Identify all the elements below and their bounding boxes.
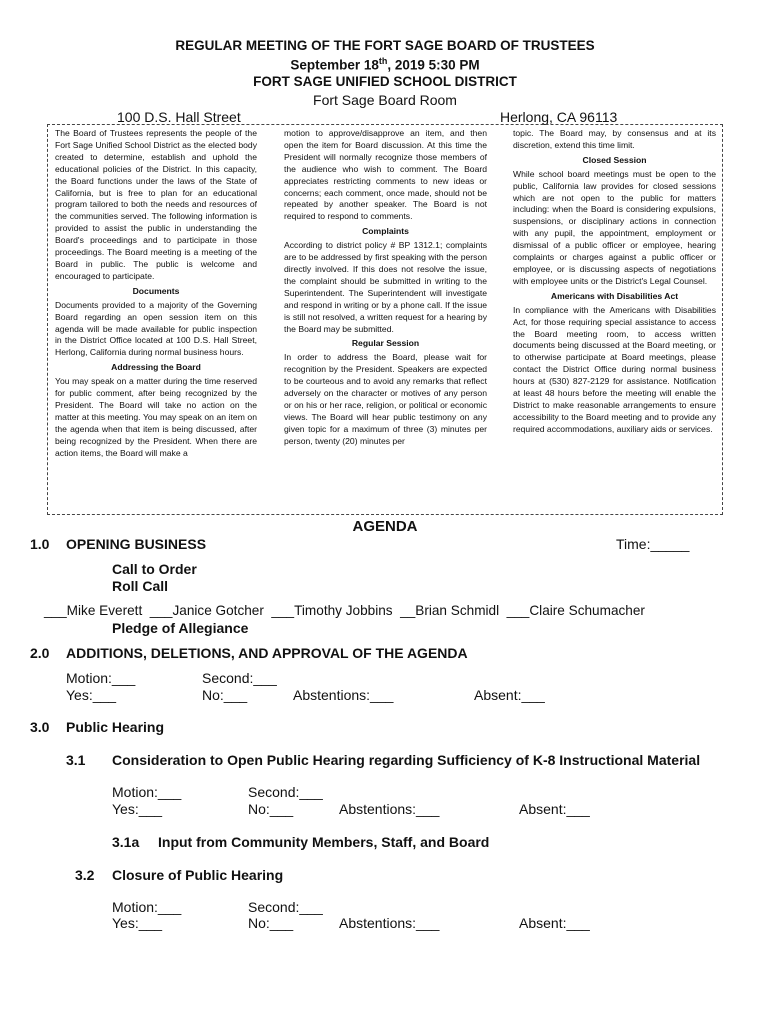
regular-session-text: In order to address the Board, please wait for recognition by the President. Speakers are expected to be courteous and to avoid any remarks that reflect adversely on the character or motives of any person or on his or her race, religion, or political or economic views. The Board will hear public testimony on any given topic for a maximum of three (3) minutes per person, twenty (20) minutes per	[284, 352, 487, 446]
item-3-2-second: Second:___	[248, 899, 323, 915]
item-3-1-number: 3.1	[66, 752, 86, 768]
item-1-title: OPENING BUSINESS	[66, 536, 207, 552]
item-3-number: 3.0	[30, 719, 50, 735]
item-2-number: 2.0	[30, 645, 50, 661]
item-3-2-no: No:___	[248, 915, 294, 931]
address-city: Herlong, CA 96113	[500, 109, 618, 125]
district-name: FORT SAGE UNIFIED SCHOOL DISTRICT	[253, 74, 517, 89]
complaints-text: According to district policy # BP 1312.1; complaints are to be addressed by first speaking with the person directly involved. If this does not resolve the issue, the complaint should be submitted in writing to the Superintendent. The Superintendent will investigate and respond in writing or by a phone call. If the issue is still not resolved, a written request for a hearing by the Board may be submitted.	[284, 240, 487, 334]
item-2-abstentions: Abstentions:___	[293, 687, 394, 703]
agenda-title: AGENDA	[352, 518, 418, 535]
addressing-heading: Addressing the Board	[111, 362, 201, 373]
regular-session-continued: topic. The Board may, by consensus and at its discretion, extend this time limit.	[513, 128, 716, 150]
item-3-1-abstentions: Abstentions:___	[339, 801, 440, 817]
item-2-yes: Yes:___	[66, 687, 117, 703]
item-3-1-no: No:___	[248, 801, 294, 817]
item-1-number: 1.0	[30, 536, 50, 552]
info-column-2	[284, 128, 487, 512]
address-street: 100 D.S. Hall Street	[117, 109, 241, 125]
item-2-motion: Motion:___	[66, 670, 136, 686]
item-2-absent: Absent:___	[474, 687, 545, 703]
item-3-title: Public Hearing	[66, 719, 165, 735]
item-3-1-title: Consideration to Open Public Hearing regarding Sufficiency of K-8 Instructional Material	[112, 752, 701, 768]
item-3-1a-number: 3.1a	[112, 834, 140, 850]
item-2-no: No:___	[202, 687, 248, 703]
item-3-2-title: Closure of Public Hearing	[112, 867, 284, 883]
ada-text: In compliance with the Americans with Disabilities Act, for those requiring special assistance to access the Board meeting room, to access written documents being discussed at the Board meeting, or to otherwise participate at Board meetings, please contact the District Office during normal business hours at (530) 827-2129 for assistance. Notification at least 48 hours before the meeting will enable the District to make reasonable arrangements to ensure accessibility to the Board meeting and to provide any required accommodations, auxiliary aids or services.	[513, 304, 716, 434]
addressing-text: You may speak on a matter during the time reserved for public comment, after being recognized by the President. The Board will take no action on the matter at this meeting. You may speak on an item on the agenda when that item is being discussed, after being recognized by the President. When there are action items, the Board will make a	[55, 376, 257, 458]
meeting-date-suffix: th	[378, 56, 388, 66]
call-to-order: Call to Order	[112, 561, 197, 577]
item-2-second: Second:___	[202, 670, 277, 686]
item-2-title: ADDITIONS, DELETIONS, AND APPROVAL OF THE AGENDA	[66, 645, 468, 661]
info-column-1	[55, 128, 257, 512]
meeting-date	[0, 56, 770, 73]
ada-heading: Americans with Disabilities Act	[550, 290, 679, 301]
item-3-2-absent: Absent:___	[519, 915, 590, 931]
complaints-heading: Complaints	[362, 226, 409, 237]
meeting-date-time: , 2019 5:30 PM	[387, 57, 480, 73]
documents-text: Documents provided to a majority of the Governing Board regarding an open session item on this agenda will be made available for public inspection in the District Office located at 100 D.S. Hall Street, Herlong, California during normal business hours.	[55, 299, 257, 358]
item-3-1-motion: Motion:___	[112, 784, 182, 800]
item-3-1-absent: Absent:___	[519, 801, 590, 817]
roll-call-members: ___Mike Everett ___Janice Gotcher ___Timothy Jobbins __Brian Schmidl ___Claire Schumacher	[44, 603, 645, 618]
item-1-time: Time:_____	[616, 536, 690, 552]
item-3-2-motion: Motion:___	[112, 899, 182, 915]
board-intro: The Board of Trustees represents the people of the Fort Sage Unified School District as the elected body created to determine, establish and uphold the educational policies of the District. In this capacity, the Board functions under the laws of the State of California, but is free to plan for an educational program tailored to both the needs and resources of the communities served. The following information is provided to assist the public in understanding the Board's proceedings and to participate in those proceedings. The Board meeting is a meeting of the Board in public. The public is welcome and encouraged to participate.	[55, 128, 257, 281]
item-3-1-second: Second:___	[248, 784, 323, 800]
meeting-title: REGULAR MEETING OF THE FORT SAGE BOARD OF TRUSTEES	[175, 38, 595, 53]
item-3-2-number: 3.2	[75, 867, 95, 883]
item-3-1a-title: Input from Community Members, Staff, and Board	[158, 834, 490, 850]
info-column-3	[513, 128, 716, 512]
documents-heading: Documents	[132, 285, 180, 296]
addressing-continued: motion to approve/disapprove an item, and then open the item for Board discussion. At this time the President will normally recognize those members of the audience who wish to comment. The Board appreciates restricting comments to new ideas or concerns; each comment, once made, should not be repeated by another speaker. The Board is not required to respond to comments.	[284, 128, 487, 222]
closed-session-heading: Closed Session	[582, 154, 647, 165]
pledge-of-allegiance: Pledge of Allegiance	[112, 620, 249, 636]
item-3-1-yes: Yes:___	[112, 801, 163, 817]
meeting-room: Fort Sage Board Room	[313, 92, 457, 108]
item-3-2-yes: Yes:___	[112, 915, 163, 931]
closed-session-text: While school board meetings must be open to the public, California law provides for closed sessions which are not open to the public for matters including: when the Board is considering expulsions, suspensions, or disciplinary actions in connection with any pupil, the appointment, employment or dismissal of a public officer or employee, hearing complaints or charges against a public officer or employee, or is discussing aspects of negotiations with employee units or the District's Legal Counsel.	[513, 168, 716, 286]
regular-session-heading: Regular Session	[351, 338, 420, 349]
meeting-date-main: September 18	[290, 57, 379, 73]
roll-call: Roll Call	[112, 578, 169, 594]
item-3-2-abstentions: Abstentions:___	[339, 915, 440, 931]
